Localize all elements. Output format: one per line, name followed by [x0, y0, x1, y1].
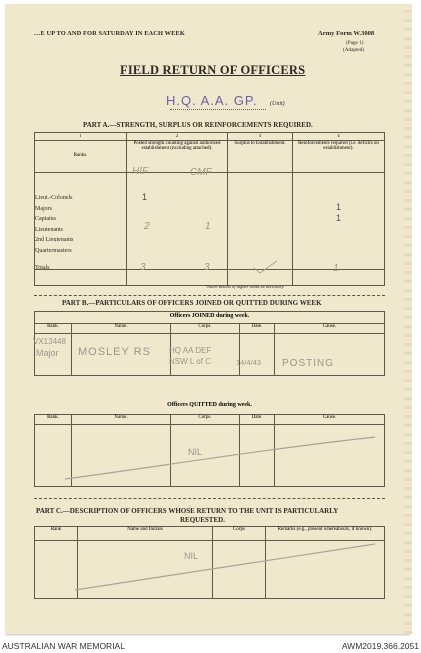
- reinforce-mark-1: 1: [336, 202, 342, 212]
- quitted-nil: NIL: [188, 447, 203, 457]
- col-date: Date.: [240, 414, 275, 424]
- rank-label: Lieutenants: [35, 226, 63, 233]
- footer-left: AUSTRALIAN WAR MEMORIAL: [2, 641, 125, 651]
- part-b-heading: PART B.—PARTICULARS OF OFFICERS JOINED OR QUITTED DURING WEEK: [62, 299, 322, 307]
- joined-date: 14/4/43: [236, 358, 262, 367]
- form-page: (Page 1): [346, 40, 364, 46]
- col-cause: Cause.: [275, 414, 385, 424]
- rank-label: Captains: [35, 216, 56, 223]
- col-number-3: 3: [228, 133, 293, 141]
- part-c-nil: NIL: [184, 551, 199, 561]
- joined-heading: Officers JOINED during week.: [35, 312, 385, 324]
- part-c-heading: PART C.—DESCRIPTION OF OFFICERS WHOSE RETURN TO THE UNIT IS PARTICULARLY: [36, 507, 339, 515]
- col-header-reinforcements: Reinforcements required (i.e. deficits on establishment).: [293, 141, 385, 173]
- pencil-lieut: 1: [205, 221, 211, 232]
- col-cause: Cause.: [275, 324, 385, 334]
- joined-rank: Major: [36, 348, 59, 358]
- joined-name: MOSLEY RS: [78, 346, 151, 358]
- col-header-ranks: Ranks.: [35, 141, 127, 173]
- reinforce-total: 1: [333, 263, 339, 274]
- col-number-4: 4: [293, 133, 385, 141]
- pencil-total-2: 3: [204, 262, 210, 273]
- form-adapted: (Adapted): [343, 47, 365, 53]
- pencil-cmf: CMF: [190, 167, 212, 178]
- pencil-ltcol: 1: [142, 192, 148, 202]
- part-a-footnote: *Insert details of higher ranks as necessary.: [205, 284, 285, 289]
- quitted-heading: Officers QUITTED during week.: [35, 400, 385, 414]
- unit-line: [170, 109, 266, 110]
- reinforce-mark-2: 1: [336, 213, 342, 223]
- tick-mark: [250, 258, 280, 276]
- col-remarks: Remarks (e.g., present whereabouts, if known).: [266, 527, 385, 541]
- col-name-initials: Name and Initials: [78, 527, 213, 541]
- pencil-capt: 2: [144, 221, 150, 232]
- rank-label: 2nd Lieutenants: [35, 237, 74, 244]
- col-number-1: 1: [35, 133, 127, 141]
- col-rank: Rank.: [35, 324, 72, 334]
- col-corps: Corps.: [171, 324, 240, 334]
- col-corps: Corps: [213, 527, 266, 541]
- unit-label: (Unit): [270, 101, 285, 107]
- page-title: FIELD RETURN OF OFFICERS: [120, 63, 306, 77]
- rank-label: Lieut.-Colonels: [35, 195, 73, 201]
- rank-label: Majors: [35, 205, 52, 212]
- nil-strike-line: [60, 433, 380, 483]
- joined-corps-1: HQ AA DEF: [169, 346, 212, 355]
- joined-service-number: VX13448: [33, 337, 66, 346]
- footer-bar: [0, 638, 421, 653]
- joined-corps-2: NSW L of C: [169, 357, 211, 366]
- pencil-total-1: 3: [140, 262, 146, 273]
- part-c-heading-2: REQUESTED.: [180, 516, 225, 524]
- rank-label: Quartermasters: [35, 247, 72, 254]
- col-number-2: 2: [127, 133, 228, 141]
- divider: [34, 498, 385, 499]
- torn-edge: [404, 4, 412, 634]
- unit-stamp: H.Q. A.A. GP.: [166, 93, 258, 108]
- col-name: Name.: [72, 324, 171, 334]
- col-name: Name.: [72, 414, 171, 424]
- ranks-list: [35, 193, 74, 257]
- divider: [34, 295, 385, 296]
- col-date: Date.: [240, 324, 275, 334]
- form-number: Army Form W.3008: [318, 30, 375, 37]
- footer-right: AWM2019.366.2051: [341, 641, 419, 651]
- col-rank: Rank: [35, 527, 78, 541]
- totals-label: Totals: [35, 265, 50, 271]
- col-header-posted: Posted strength counting against authorised establishment (excluding attached).: [127, 141, 228, 173]
- part-a-heading: PART A.—STRENGTH, SURPLUS OR REINFORCEMENTS REQUIRED.: [83, 121, 313, 129]
- col-rank: Rank.: [35, 414, 72, 424]
- pencil-hif: HIF: [132, 166, 149, 177]
- header-instruction: …E UP TO AND FOR SATURDAY IN EACH WEEK: [34, 30, 185, 37]
- joined-cause: POSTING: [282, 358, 335, 369]
- col-header-surplus: Surplus to Establishment.: [228, 141, 293, 173]
- col-corps: Corps.: [171, 414, 240, 424]
- part-c-strike-line: [70, 540, 380, 595]
